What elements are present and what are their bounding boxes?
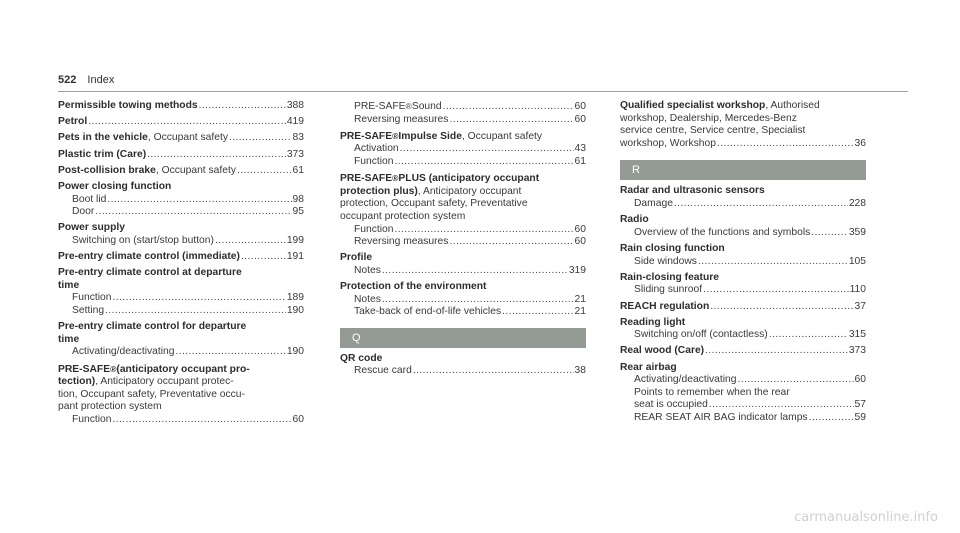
index-entry[interactable]: QR code Rescue card ..... 38 xyxy=(340,353,586,378)
page-ref[interactable]: 419 xyxy=(286,116,304,128)
page-ref[interactable]: 60 xyxy=(854,374,866,386)
index-entry[interactable]: Power supply Switching on (start/stop button) ..... 199 xyxy=(58,222,304,247)
index-entry[interactable]: Power closing function Boot lid ..... 98 Door ..... 95 xyxy=(58,181,304,219)
index-entry[interactable]: Rear airbag Activating/deactivating ..... 60 Points to remember when the rear seat is occupied ..... 57 REAR SEAT AIR BAG indicator lamps ..... 59 xyxy=(620,362,866,425)
index-entry[interactable]: Pre-entry climate control for departure time Activating/deactivating ..... 190 xyxy=(58,321,304,359)
page-ref[interactable]: 373 xyxy=(848,345,866,357)
index-entry-continued[interactable] xyxy=(340,100,586,126)
sub-entry[interactable]: REAR SEAT AIR BAG indicator lamps ..... 59 xyxy=(620,412,866,425)
page-ref[interactable]: 57 xyxy=(854,399,866,411)
page-ref[interactable]: 61 xyxy=(574,155,586,167)
sub-entry[interactable]: Damage ..... 228 xyxy=(620,198,866,211)
index-entry[interactable]: Radio Overview of the functions and symbols ..... 359 xyxy=(620,214,866,239)
sub-entry[interactable]: Switching on (start/stop button) ..... 199 xyxy=(58,235,304,248)
sub-entry[interactable]: Activating/deactivating ..... 190 xyxy=(58,346,304,359)
registered-mark: ® xyxy=(392,130,399,141)
sub-entry[interactable]: Boot lid ..... 98 xyxy=(58,194,304,207)
index-entry[interactable]: Reading light Switching on/off (contactless) ..... 315 xyxy=(620,317,866,342)
sub-entry[interactable]: Reversing measures ..... 60 xyxy=(340,114,586,127)
sub-entry[interactable]: Function ..... 60 xyxy=(58,414,304,427)
page-ref[interactable]: 191 xyxy=(286,251,304,263)
sub-entry-first-line: Points to remember when the rear xyxy=(634,386,790,398)
sub-entry[interactable]: Function ..... 60 xyxy=(340,224,586,237)
sub-entry[interactable]: Function ..... 61 xyxy=(340,156,586,169)
watermark: carmanualsonline.info xyxy=(794,510,938,525)
page-ref[interactable]: 315 xyxy=(848,329,866,341)
sub-entry[interactable]: Overview of the functions and symbols ..... 359 xyxy=(620,227,866,240)
index-entry[interactable]: Pre-entry climate control at departure time Function ..... 189 Setting ..... 190 xyxy=(58,267,304,317)
sub-entry[interactable]: Activating/deactivating ..... 60 xyxy=(620,374,866,387)
index-entry[interactable]: PRE-SAFE ® Impulse Side , Occupant safety Activation ..... 43 Function ..... 61 xyxy=(340,130,586,169)
page-ref[interactable]: 190 xyxy=(286,346,304,358)
page-ref[interactable]: 36 xyxy=(854,137,866,149)
page-ref[interactable]: 60 xyxy=(574,223,586,235)
index-entry[interactable]: Rain closing function Side windows ..... 105 xyxy=(620,243,866,268)
page-ref[interactable]: 83 xyxy=(292,132,304,144)
index-entry[interactable]: PRE-SAFE ® PLUS (anticipatory occupant protection plus) , Anticipatory occupant protection, Occupant safety, Preventative occupant protection system Function ..... 60 Reversing measures ..... 60 xyxy=(340,172,586,249)
index-entry[interactable]: REACH regulation ..... 37 xyxy=(620,301,866,314)
index-entry[interactable]: Pre-entry climate control (immediate) ..... 191 xyxy=(58,251,304,264)
page-number: 522 xyxy=(58,74,77,86)
page-ref[interactable]: 37 xyxy=(854,300,866,312)
index-column-2 xyxy=(340,100,586,382)
page-ref[interactable]: 60 xyxy=(574,236,586,248)
page-ref[interactable]: 43 xyxy=(574,143,586,155)
sub-entry[interactable]: Take-back of end-of-life vehicles ..... 21 xyxy=(340,306,586,319)
sub-entry[interactable]: Reversing measures ..... 60 xyxy=(340,236,586,249)
registered-mark: ® xyxy=(110,363,117,374)
index-entry[interactable]: Plastic trim (Care) ..... 373 xyxy=(58,149,304,162)
sub-entry[interactable]: Notes ..... 319 xyxy=(340,265,586,278)
index-entry[interactable]: Permissible towing methods ..... 388 xyxy=(58,100,304,113)
page-ref[interactable]: 59 xyxy=(854,412,866,424)
page-title: Index xyxy=(87,74,115,86)
page-ref[interactable]: 60 xyxy=(574,101,586,112)
index-column-3 xyxy=(620,100,866,428)
index-entry[interactable]: Real wood (Care) ..... 373 xyxy=(620,345,866,358)
header-rule xyxy=(58,91,908,92)
index-entry[interactable]: Pets in the vehicle , Occupant safety ..... 83 xyxy=(58,132,304,145)
page-ref[interactable]: 319 xyxy=(568,264,586,276)
page-ref[interactable]: 21 xyxy=(574,293,586,305)
sub-entry[interactable]: Activation ..... 43 xyxy=(340,143,586,156)
page-ref[interactable]: 60 xyxy=(574,113,586,125)
page-ref[interactable]: 98 xyxy=(292,193,304,205)
page-ref[interactable]: 110 xyxy=(849,284,866,296)
page-header xyxy=(58,74,114,86)
page-ref[interactable]: 359 xyxy=(848,226,866,238)
page-ref[interactable]: 38 xyxy=(574,365,586,377)
index-entry[interactable]: Rain-closing feature Sliding sunroof ..... 110 xyxy=(620,272,866,297)
index-entry[interactable]: Petrol ..... 419 xyxy=(58,116,304,129)
index-entry[interactable]: Protection of the environment Notes ..... 21 Take-back of end-of-life vehicles ..... 21 xyxy=(340,281,586,319)
registered-mark: ® xyxy=(405,101,412,111)
sub-entry[interactable]: Sliding sunroof ..... 110 xyxy=(620,284,866,297)
page-ref[interactable]: 61 xyxy=(292,164,304,176)
registered-mark: ® xyxy=(392,173,399,184)
sub-entry[interactable]: Function ..... 189 xyxy=(58,292,304,305)
index-column-1 xyxy=(58,100,304,430)
sub-entry[interactable]: Notes ..... 21 xyxy=(340,294,586,307)
index-entry[interactable]: Radar and ultrasonic sensors Damage ..... 228 xyxy=(620,185,866,210)
page-ref[interactable]: 388 xyxy=(286,100,304,111)
page-ref[interactable]: 105 xyxy=(848,255,866,267)
page-ref[interactable]: 189 xyxy=(286,292,304,304)
page-ref[interactable]: 190 xyxy=(286,305,304,317)
sub-entry[interactable]: Switching on/off (contactless) ..... 315 xyxy=(620,329,866,342)
index-entry[interactable]: Qualified specialist workshop , Authorised workshop, Dealership, Mercedes-Benz service centre, Service centre, Specialist workshop, Workshop ..... 36 xyxy=(620,100,866,150)
sub-entry[interactable]: seat is occupied ..... 57 xyxy=(620,399,866,412)
index-entry[interactable]: PRE-SAFE ® (anticipatory occupant pro- tection) , Anticipatory occupant protec- tion, Occupant safety, Preventative occu- pant protection system Function ..... 60 xyxy=(58,363,304,427)
sub-entry[interactable]: PRE-SAFE ® Sound ..... 60 xyxy=(340,100,586,114)
page-ref[interactable]: 373 xyxy=(286,148,304,160)
section-header-q: Q xyxy=(340,328,586,348)
index-entry[interactable]: Profile Notes ..... 319 xyxy=(340,252,586,277)
index-entry[interactable]: Post-collision brake , Occupant safety ..... 61 xyxy=(58,165,304,178)
page-ref[interactable]: 95 xyxy=(292,206,304,218)
section-header-r: R xyxy=(620,160,866,180)
page-ref[interactable]: 228 xyxy=(848,197,866,209)
sub-entry[interactable]: Rescue card ..... 38 xyxy=(340,365,586,378)
page-ref[interactable]: 60 xyxy=(292,414,304,425)
page-ref[interactable]: 21 xyxy=(574,306,586,318)
sub-entry[interactable]: Setting ..... 190 xyxy=(58,305,304,318)
sub-entry[interactable]: Side windows ..... 105 xyxy=(620,256,866,269)
sub-entry[interactable]: Door ..... 95 xyxy=(58,206,304,219)
page-ref[interactable]: 199 xyxy=(286,234,304,246)
